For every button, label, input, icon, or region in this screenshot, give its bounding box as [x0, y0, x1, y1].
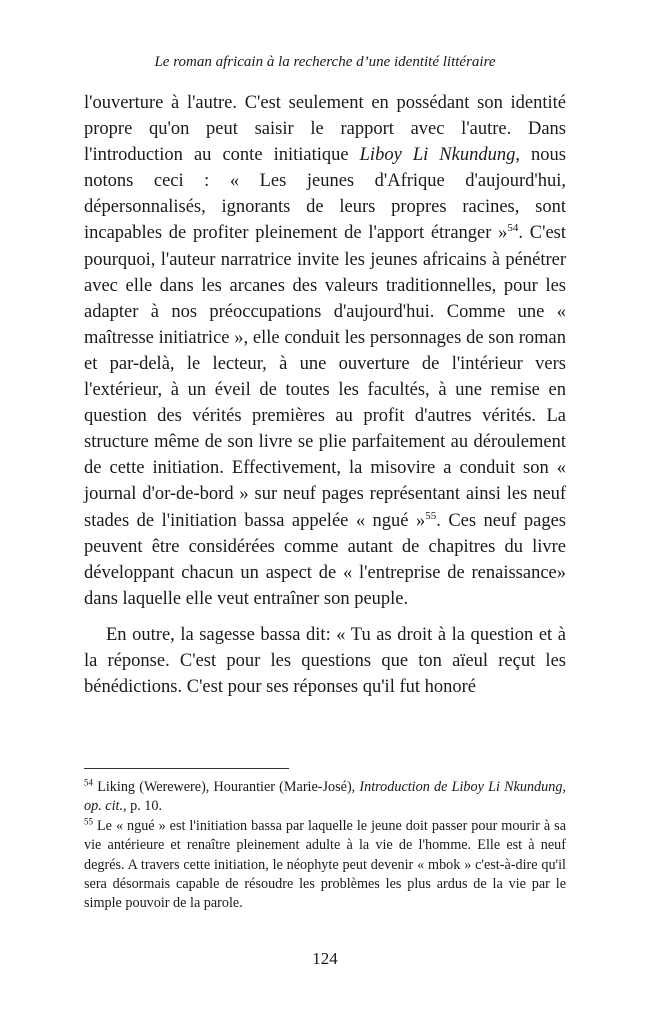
paragraph-1-part-b: , nous notons ceci : « Les jeunes d'Afrique d'aujourd'hui, dépersonnalisés, ignorants de leurs propres racines, sont incapables de profiter pleinement de l'apport étranger » [84, 145, 566, 244]
footnote-55-text: Le « ngué » est l'initiation bassa par laquelle le jeune doit passer pour mourir à sa vie antérieure et renaître pleinement adulte à la vie de l'homme. Elle est à neuf degrés. A travers cette initiation, le néophyte peut devenir « mbok » c'est-à-dire qu'il sera désormais capable de résoudre les problèmes les plus ardus de la vie par le simple pouvoir de la parole. [84, 817, 566, 912]
footnote-ref-54[interactable]: 54 [507, 222, 519, 235]
paragraph-1-part-d: . Ces neuf pages peuvent être considérées comme autant de chapitres du livre développant chacun un aspect de « l'entreprise de renaissance» dans laquelle elle veut entraîner son peuple. [84, 510, 566, 609]
page-number: 124 [312, 949, 338, 968]
footnote-55 [84, 817, 566, 914]
paragraph-1-part-c: . C'est pourquoi, l'auteur narratrice invite les jeunes africains à pénétrer avec elle dans les arcanes des valeurs traditionnelles, pour les adapter à nos préoccupations d'aujourd'hui. Comme une « maîtresse initiatrice », elle conduit les personnages de son roman et par-delà, le lecteur, à une ouverture de l'intérieur vers l'extérieur, à un éveil de toutes les facultés, à une remise en question des vérités premières au profit d'autres vérités. La structure même de son livre se plie parfaitement au déroulement de cette initiation. Effectivement, la misovire a conduit son « journal d'or-de-bord » sur neuf pages représentant ainsi les neuf stades de l'initiation bassa appelée « ngué » [84, 223, 566, 531]
footnote-54-part-a: Liking (Werewere), Hourantier (Marie-José), [93, 779, 360, 795]
footnote-54-part-b: p. 10. [126, 798, 163, 815]
footnote-54-mark: 54 [84, 777, 93, 788]
body-text [84, 90, 566, 700]
paragraph-2: En outre, la sagesse bassa dit: « Tu as droit à la question et à la réponse. C'est pour les questions que ton aïeul reçut les bénédictions. C'est pour ses réponses qu'il fut honoré [84, 624, 566, 698]
paragraph-1-part-a: l'ouverture à l'autre. C'est seulement en possédant son identité propre qu'on peut saisir le rapport avec l'autre. Dans l'introduction au conte initiatique [84, 93, 566, 166]
footnote-ref-55[interactable]: 55 [425, 509, 437, 522]
footnote-separator [84, 768, 289, 769]
footnote-55-mark: 55 [84, 816, 93, 827]
book-title-liboy: Liboy Li Nkundung [359, 145, 516, 166]
footnote-54 [84, 778, 566, 817]
paragraph-1 [84, 90, 566, 612]
running-header: Le roman africain à la recherche d’une identité littéraire [154, 54, 496, 70]
footnote-54-title: Introduction de Liboy Li Nkundung, op. cit., [84, 779, 566, 815]
footnotes [84, 778, 566, 914]
